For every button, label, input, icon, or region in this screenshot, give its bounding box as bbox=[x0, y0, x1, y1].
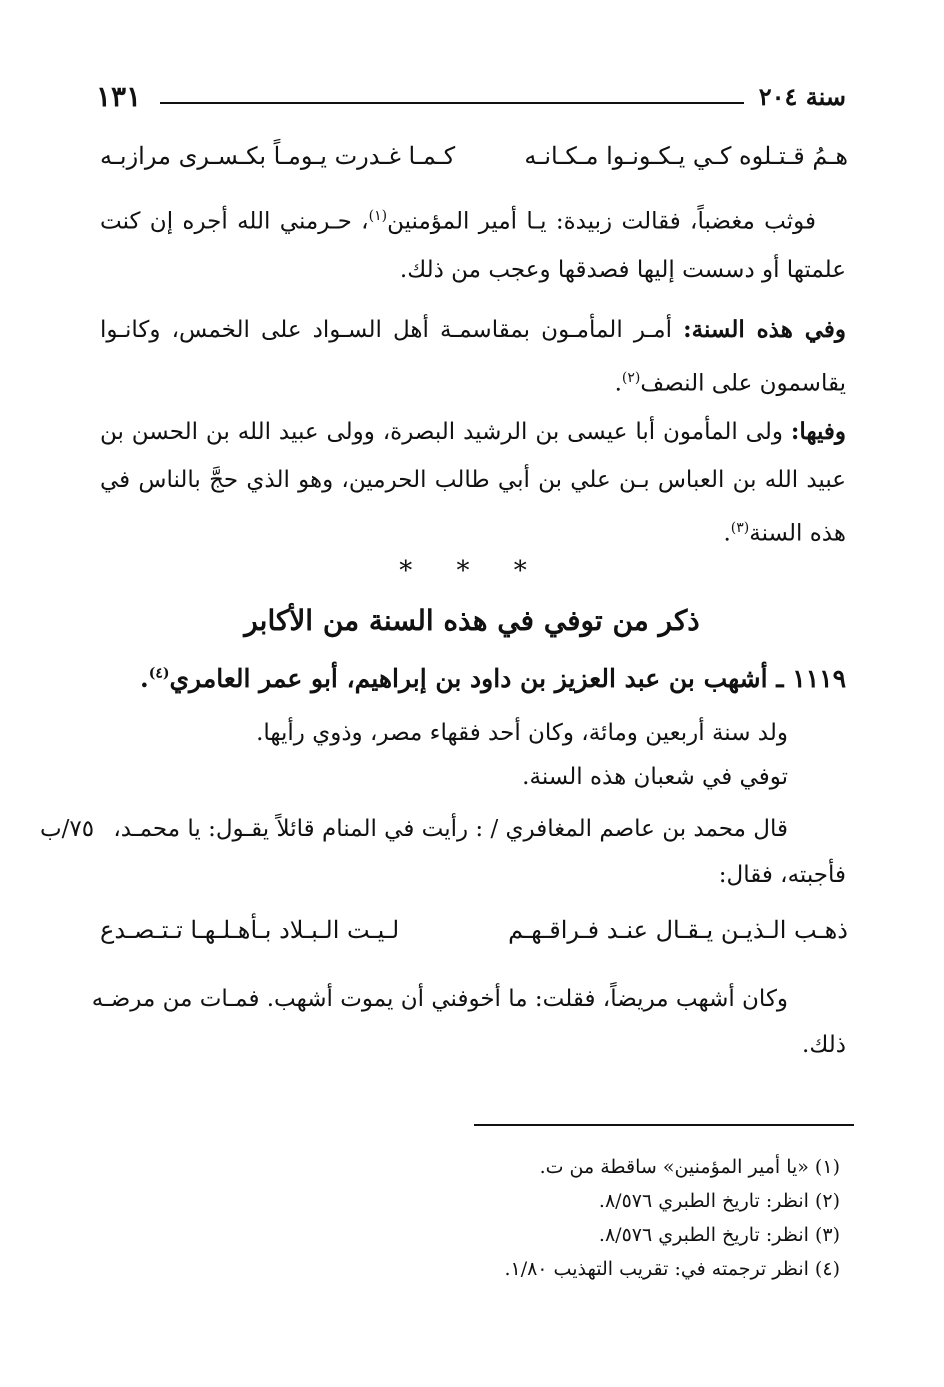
footnote-ref-2: (٢) bbox=[621, 370, 641, 386]
entry-death-line: توفي في شعبان هذه السنة. bbox=[522, 764, 788, 790]
section-separator-stars: * * * bbox=[399, 556, 545, 586]
paragraph-zubayda bbox=[100, 192, 846, 294]
paragraph-this-year bbox=[100, 306, 846, 408]
verse-1-first-hemistich: هـمُ قـتـلوه كـي يـكـونـوا مـكـانـه bbox=[524, 142, 848, 170]
footnote-rule bbox=[474, 1124, 854, 1126]
paragraph-appointments-end: . bbox=[723, 520, 731, 547]
paragraph-appointments-lead: وفيها: bbox=[790, 418, 846, 445]
paragraph-this-year-lead: وفي هذه السنة: bbox=[683, 316, 846, 343]
paragraph-this-year-end: . bbox=[614, 370, 622, 397]
entry-title bbox=[140, 664, 846, 693]
header-rule bbox=[160, 102, 744, 104]
paragraph-this-year-text: أمـر المأمـون بمقاسمـة أهل السـواد على الخمس، وكانـوا يقاسمون على النصف bbox=[100, 317, 846, 397]
running-header-year: سنة ٢٠٤ bbox=[758, 82, 846, 111]
paragraph-appointments bbox=[100, 408, 846, 558]
section-title: ذكر من توفي في هذه السنة من الأكابر bbox=[244, 604, 700, 637]
verse-1-second-hemistich: كـمـا غـدرت يـومـاً بكـسـرى مرازبـه bbox=[100, 142, 456, 170]
footnote-4: (٤) انظر ترجمته في: تقريب التهذيب ١/٨٠. bbox=[504, 1258, 840, 1280]
footnote-ref-4: (٤) bbox=[148, 665, 170, 682]
entry-title-end: . bbox=[139, 664, 149, 693]
footnote-ref-3: (٣) bbox=[730, 520, 750, 536]
paragraph-appointments-text: ولى المأمون أبا عيسى بن الرشيد البصرة، وولى عبيد الله بن الحسن بن عبيد الله بن العباس بـن علي بن أبي طالب الحرمين، وهو الذي حجَّ بالناس في هذه السنة bbox=[100, 419, 846, 547]
footnote-1: (١) «يا أمير المؤمنين» ساقطة من ت. bbox=[539, 1156, 840, 1178]
verse-2-second-hemistich: لـيـت الـبـلاد بـأهـلـهـا تـتـصـدع bbox=[100, 916, 400, 944]
paragraph-zubayda-text: فوثب مغضباً، فقالت زبيدة: يـا أمير المؤمنين bbox=[387, 208, 816, 235]
footnote-2: (٢) انظر: تاريخ الطبري ٨/٥٧٦. bbox=[598, 1190, 840, 1212]
entry-dream-line: قال محمد بن عاصم المغافري / : رأيت في المنام قائلاً يقـول: يا محمـد، bbox=[113, 816, 788, 842]
entry-title-text: ١١١٩ ـ أشهب بن عبد العزيز بن داود بن إبراهيم، أبو عمر العامري bbox=[169, 664, 846, 693]
closing-line-1: وكان أشهب مريضاً، فقلت: ما أخوفني أن يموت أشهب. فمـات من مرضـه bbox=[91, 986, 788, 1012]
entry-birth-line: ولد سنة أربعين ومائة، وكان أحد فقهاء مصر، وذوي رأيها. bbox=[256, 720, 788, 746]
paragraph-zubayda-text-end: ، حـرمني الله أجره إن كنت علمتها أو دسست إليها فصدقها وعجب من ذلك. bbox=[100, 208, 846, 283]
closing-line-2: ذلك. bbox=[802, 1032, 846, 1058]
verse-2-first-hemistich: ذهـب الـذيـن يـقـال عنـد فـراقـهـم bbox=[508, 916, 848, 944]
entry-answer-line: فأجبته، فقال: bbox=[718, 862, 846, 888]
manuscript-folio-ref: ٧٥/ب bbox=[40, 816, 95, 842]
page-number: ١٣١ bbox=[96, 80, 142, 113]
verse-couplet-1 bbox=[100, 142, 848, 182]
footnote-ref-1: (١) bbox=[368, 208, 388, 224]
verse-couplet-2 bbox=[100, 916, 848, 956]
footnote-3: (٣) انظر: تاريخ الطبري ٨/٥٧٦. bbox=[598, 1224, 840, 1246]
